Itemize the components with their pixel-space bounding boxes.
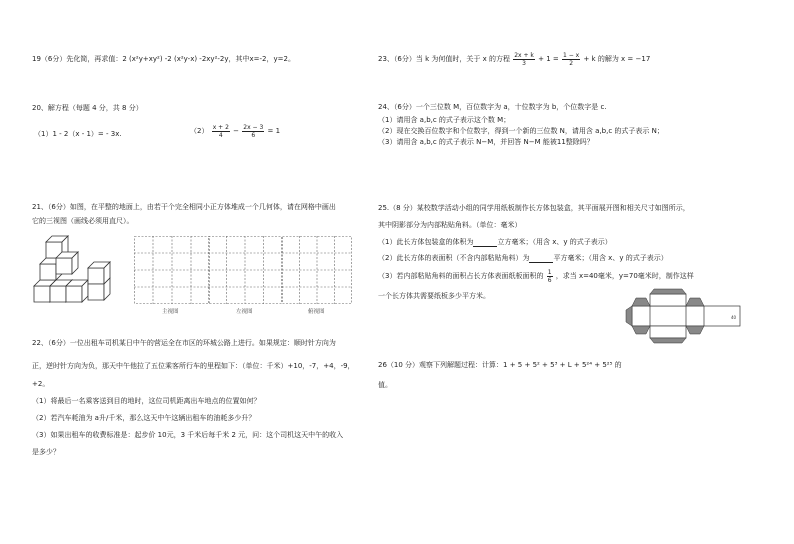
- q22-line3: +2。: [32, 380, 50, 388]
- q25-sub2-suffix: 平方毫米；（用含 x、y 的式子表示）: [553, 254, 668, 262]
- q25-sub3-suffix: ，求当 x=40毫米，y=70毫米时，制作这样: [555, 272, 694, 280]
- q19-text: 19（6分）先化简，再求值：2 (x²y+xy²) -2 (x²y-x) -2xy²-2y，其中x=-2，y=2。: [32, 55, 295, 63]
- q25-sub2-blank[interactable]: [529, 255, 553, 263]
- q22-sub1: （1）将最后一名乘客送到目的地时，这位司机距离出车地点的位置如何？: [32, 397, 261, 405]
- q20-minus: −: [233, 127, 240, 135]
- q20-frac1-numerator: x + 2: [212, 123, 229, 131]
- q22-sub3b: 是多少？: [32, 448, 60, 456]
- q22-line2: 正，逆时针方向为负，那天中午他拉了五位乘客所行车的里程如下：（单位：千米）+10，-7，+4，-9，: [32, 362, 355, 370]
- q20-frac2-numerator: 2x − 3: [243, 123, 264, 131]
- q25-sub1-suffix: 立方毫米；（用含 x、y 的式子表示）: [497, 238, 612, 246]
- q20-equals: = 1: [267, 127, 281, 135]
- q22-line1: 22、（6分）一位出租车司机某日中午的营运全在市区的环城公路上进行。如果规定：顺时针方向为: [32, 339, 336, 347]
- q23-frac2-numerator: 1 − x: [563, 51, 580, 59]
- q25-sub1-prefix: （1）此长方体包装盒的体积为: [378, 238, 474, 246]
- q21-line2: 它的三视图（画线必须用直尺）。: [32, 217, 134, 225]
- q20-frac2-denominator: 6: [251, 131, 256, 139]
- q25-frac-denominator: 6: [547, 276, 552, 284]
- q24-sub1: （1）请用含 a,b,c 的式子表示这个数 M；: [378, 116, 511, 124]
- q25-fraction: [547, 269, 553, 284]
- box-net-dimension-label: 40: [731, 315, 737, 320]
- q26-line1: 26（10 分）观察下列解题过程：计算：1 + 5 + 5² + 5³ + L + 5²⁴ + 5²⁵ 的: [378, 361, 622, 369]
- top-view-grid[interactable]: [282, 236, 352, 304]
- q21-line1: 21、（6分）如图，在平整的地面上，由若干个完全相同小正方体堆成一个几何体，请在网格中画出: [32, 203, 336, 211]
- top-view-caption: 俯视图: [308, 309, 325, 315]
- q25-sub2: [378, 254, 668, 263]
- q25-line2: 其中阴影部分为内部粘贴角料。（单位：毫米）: [378, 221, 522, 229]
- q23-fraction-1: [513, 52, 535, 67]
- cube-stack-figure: [30, 228, 120, 308]
- q24-line1: 24、（6分）一个三位数 M，百位数字为 a，十位数字为 b，个位数字是 c.: [378, 103, 607, 111]
- q23-plus-one: + 1 =: [538, 55, 559, 63]
- q20-part1: （1）1 - 2（x - 1）= - 3x.: [34, 130, 122, 138]
- q20-title: 20、解方程（每题 4 分，共 8 分）: [32, 104, 143, 112]
- q23-prefix: 23、（6分）当 k 为何值时，关于 x 的方程: [378, 55, 510, 63]
- q20-part2-prefix: （2）: [190, 127, 209, 135]
- q23-frac2-denominator: 2: [569, 59, 574, 67]
- front-view-caption: 主视图: [162, 309, 179, 315]
- q25-sub3-line2: 一个长方体共需要纸板多少平方米。: [378, 292, 490, 300]
- q22-sub3a: （3）如果出租车的收费标准是：起步价 10元，3 千米后每千米 2 元，问：这个司机这天中午的收入: [32, 431, 344, 439]
- q20-frac1-denominator: 4: [218, 131, 223, 139]
- q25-sub1-blank[interactable]: [473, 239, 497, 247]
- q23-fraction-2: [562, 52, 580, 67]
- left-view-grid[interactable]: [208, 236, 282, 304]
- front-view-grid[interactable]: [134, 236, 210, 304]
- q24-sub3: （3）请用含 a,b,c 的式子表示 N−M，并回答 N−M 能被11整除吗？: [378, 138, 594, 146]
- q20-fraction-1: [212, 124, 230, 139]
- q22-sub2: （2）若汽车耗油为 a升/千米，那么这天中午这辆出租车的油耗多少升？: [32, 414, 256, 422]
- q25-sub3-prefix: （3）若内部粘贴角料的面积占长方体表面纸板面积的: [378, 272, 544, 280]
- q20-fraction-2: [242, 124, 264, 139]
- q25-line1: 25.（8 分）某校数学活动小组的同学用纸板制作长方体包装盒，其平面展开图和相关尺寸如图所示，: [378, 204, 690, 212]
- q20-part2: [190, 122, 280, 140]
- q25-sub3: [378, 268, 694, 284]
- left-view-caption: 左视图: [236, 309, 253, 315]
- q23-frac1-denominator: 3: [522, 59, 526, 67]
- q26-line2: 值。: [378, 381, 392, 389]
- q25-frac-numerator: 1: [547, 268, 552, 276]
- q24-sub2: （2）现在交换百位数字和个位数字，得到一个新的三位数 N，请用含 a,b,c 的式子表示 N；: [378, 127, 664, 135]
- q23-suffix: + k 的解为 x = −17: [583, 55, 651, 63]
- q23-frac1-numerator: 2x + k: [514, 51, 534, 59]
- box-net-diagram: [620, 288, 742, 346]
- q25-sub2-prefix: （2）此长方体的表面积（不含内部粘贴角料）为: [378, 254, 530, 262]
- q23-text: [378, 50, 650, 68]
- q25-sub1: [378, 238, 612, 247]
